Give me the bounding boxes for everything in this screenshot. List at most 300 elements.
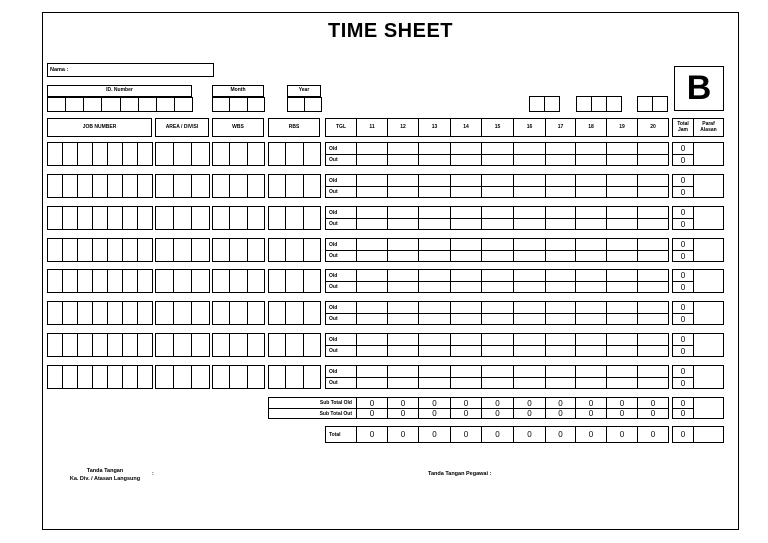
- rbs-cell[interactable]: [285, 142, 303, 166]
- day-out-cell[interactable]: [418, 281, 451, 293]
- wbs-cell[interactable]: [247, 301, 265, 325]
- row-in-label: Old: [325, 142, 357, 155]
- area-cell[interactable]: [191, 269, 210, 293]
- job-number-cell[interactable]: [137, 142, 153, 166]
- area-cell[interactable]: [173, 333, 192, 357]
- day-out-cell[interactable]: [450, 154, 482, 166]
- paraf-cell[interactable]: [693, 174, 724, 198]
- rbs-cell[interactable]: [303, 365, 321, 389]
- name-field[interactable]: [47, 63, 214, 77]
- day-out-cell[interactable]: [450, 377, 482, 389]
- day-out-cell[interactable]: [513, 186, 546, 198]
- day-out-cell[interactable]: [418, 313, 451, 325]
- area-cell[interactable]: [155, 365, 174, 389]
- job-number-cell[interactable]: [122, 206, 138, 230]
- job-number-cell[interactable]: [62, 238, 78, 262]
- job-number-cell[interactable]: [137, 269, 153, 293]
- wbs-cell[interactable]: [212, 301, 230, 325]
- job-number-cell[interactable]: [62, 333, 78, 357]
- month-cell[interactable]: [229, 97, 247, 112]
- day-out-cell[interactable]: [637, 250, 669, 262]
- day-out-cell[interactable]: [356, 154, 388, 166]
- subtotal-out-value: 0: [575, 408, 607, 419]
- signature-supervisor-line2: Ka. Div. / Atasan Langsung: [69, 475, 141, 482]
- wbs-cell[interactable]: [229, 269, 247, 293]
- paraf-cell[interactable]: [693, 142, 724, 166]
- job-number-cell[interactable]: [77, 206, 93, 230]
- job-number-cell[interactable]: [47, 174, 63, 198]
- area-cell[interactable]: [155, 206, 174, 230]
- col-day-18: 18: [575, 118, 607, 137]
- col-day-11: 11: [356, 118, 388, 137]
- day-out-cell[interactable]: [418, 345, 451, 357]
- day-out-cell[interactable]: [606, 281, 638, 293]
- day-out-cell[interactable]: [545, 218, 576, 230]
- job-number-cell[interactable]: [92, 333, 108, 357]
- job-number-cell[interactable]: [107, 142, 123, 166]
- day-out-cell[interactable]: [481, 281, 514, 293]
- area-cell[interactable]: [191, 333, 210, 357]
- day-out-cell[interactable]: [513, 345, 546, 357]
- subtotal-out-value: 0: [637, 408, 669, 419]
- page-title: TIME SHEET: [327, 20, 453, 42]
- total-value: 0: [575, 426, 607, 443]
- day-out-cell[interactable]: [637, 313, 669, 325]
- job-number-cell[interactable]: [77, 269, 93, 293]
- day-out-cell[interactable]: [513, 377, 546, 389]
- rbs-cell[interactable]: [268, 174, 286, 198]
- total-value: 0: [418, 426, 451, 443]
- paraf-cell[interactable]: [693, 301, 724, 325]
- day-out-cell[interactable]: [575, 345, 607, 357]
- job-number-cell[interactable]: [107, 238, 123, 262]
- signature-supervisor: [50, 468, 160, 483]
- area-cell[interactable]: [173, 174, 192, 198]
- day-out-cell[interactable]: [387, 281, 419, 293]
- job-number-cell[interactable]: [92, 174, 108, 198]
- job-number-cell[interactable]: [122, 333, 138, 357]
- job-number-cell[interactable]: [62, 365, 78, 389]
- rbs-cell[interactable]: [285, 269, 303, 293]
- job-number-cell[interactable]: [122, 365, 138, 389]
- wbs-cell[interactable]: [229, 174, 247, 198]
- area-cell[interactable]: [173, 365, 192, 389]
- job-number-cell[interactable]: [107, 333, 123, 357]
- day-out-cell[interactable]: [481, 345, 514, 357]
- col-day-16: 16: [513, 118, 546, 137]
- day-out-cell[interactable]: [418, 186, 451, 198]
- job-number-cell[interactable]: [77, 174, 93, 198]
- subtotal-in-value: 0: [481, 397, 514, 409]
- job-number-cell[interactable]: [137, 206, 153, 230]
- area-cell[interactable]: [155, 333, 174, 357]
- job-number-cell[interactable]: [47, 333, 63, 357]
- row-total-out: 0: [672, 345, 694, 357]
- job-number-cell[interactable]: [47, 301, 63, 325]
- subtotal-in-value: 0: [418, 397, 451, 409]
- date-box[interactable]: [591, 96, 607, 112]
- wbs-cell[interactable]: [212, 269, 230, 293]
- subtotal-in-value: 0: [606, 397, 638, 409]
- date-box[interactable]: [529, 96, 545, 112]
- day-out-cell[interactable]: [513, 313, 546, 325]
- area-cell[interactable]: [173, 269, 192, 293]
- job-number-cell[interactable]: [77, 301, 93, 325]
- day-out-cell[interactable]: [545, 377, 576, 389]
- day-out-cell[interactable]: [575, 377, 607, 389]
- day-out-cell[interactable]: [481, 250, 514, 262]
- area-cell[interactable]: [155, 142, 174, 166]
- rbs-cell[interactable]: [268, 301, 286, 325]
- date-box[interactable]: [576, 96, 592, 112]
- row-in-label: Old: [325, 333, 357, 346]
- date-box[interactable]: [637, 96, 653, 112]
- wbs-cell[interactable]: [229, 333, 247, 357]
- rbs-cell[interactable]: [303, 142, 321, 166]
- wbs-cell[interactable]: [247, 333, 265, 357]
- day-out-cell[interactable]: [418, 154, 451, 166]
- job-number-cell[interactable]: [47, 365, 63, 389]
- job-number-cell[interactable]: [122, 301, 138, 325]
- day-out-cell[interactable]: [450, 345, 482, 357]
- id-number-cell[interactable]: [101, 97, 120, 112]
- wbs-cell[interactable]: [247, 238, 265, 262]
- wbs-cell[interactable]: [247, 206, 265, 230]
- rbs-cell[interactable]: [303, 269, 321, 293]
- job-number-cell[interactable]: [137, 301, 153, 325]
- wbs-cell[interactable]: [229, 206, 247, 230]
- rbs-cell[interactable]: [268, 269, 286, 293]
- area-cell[interactable]: [155, 301, 174, 325]
- subtotal-paraf: [693, 397, 724, 419]
- wbs-cell[interactable]: [247, 174, 265, 198]
- job-number-cell[interactable]: [47, 238, 63, 262]
- total-value: 0: [545, 426, 576, 443]
- row-total-in: 0: [672, 206, 694, 219]
- day-out-cell[interactable]: [481, 154, 514, 166]
- paraf-cell[interactable]: [693, 206, 724, 230]
- day-out-cell[interactable]: [606, 250, 638, 262]
- day-out-cell[interactable]: [606, 313, 638, 325]
- rbs-cell[interactable]: [303, 238, 321, 262]
- day-out-cell[interactable]: [481, 377, 514, 389]
- col-day-17: 17: [545, 118, 576, 137]
- row-total-out: 0: [672, 250, 694, 262]
- day-out-cell[interactable]: [575, 313, 607, 325]
- job-number-cell[interactable]: [77, 238, 93, 262]
- subtotal-in-label: Sub Total Old: [268, 397, 357, 409]
- id-number-cell[interactable]: [83, 97, 102, 112]
- wbs-cell[interactable]: [229, 142, 247, 166]
- col-wbs: WBS: [212, 118, 264, 137]
- day-out-cell[interactable]: [575, 154, 607, 166]
- subtotal-out-label: Sub Total Out: [268, 408, 357, 419]
- area-cell[interactable]: [191, 174, 210, 198]
- year-cell[interactable]: [287, 97, 305, 112]
- row-total-in: 0: [672, 174, 694, 187]
- day-out-cell[interactable]: [387, 154, 419, 166]
- day-out-cell[interactable]: [637, 218, 669, 230]
- rbs-cell[interactable]: [268, 238, 286, 262]
- wbs-cell[interactable]: [247, 365, 265, 389]
- row-in-label: Old: [325, 206, 357, 219]
- job-number-cell[interactable]: [107, 365, 123, 389]
- rbs-cell[interactable]: [285, 206, 303, 230]
- day-out-cell[interactable]: [387, 313, 419, 325]
- job-number-cell[interactable]: [122, 174, 138, 198]
- id-number-cell[interactable]: [47, 97, 66, 112]
- row-total-in: 0: [672, 301, 694, 314]
- wbs-cell[interactable]: [212, 365, 230, 389]
- day-out-cell[interactable]: [450, 281, 482, 293]
- job-number-cell[interactable]: [92, 301, 108, 325]
- day-out-cell[interactable]: [575, 250, 607, 262]
- id-number-cell[interactable]: [120, 97, 139, 112]
- rbs-cell[interactable]: [268, 365, 286, 389]
- name-label: Nama :: [50, 67, 69, 73]
- day-out-cell[interactable]: [356, 281, 388, 293]
- rbs-cell[interactable]: [285, 174, 303, 198]
- rbs-cell[interactable]: [303, 206, 321, 230]
- col-day-14: 14: [450, 118, 482, 137]
- row-out-label: Out: [325, 186, 357, 198]
- job-number-cell[interactable]: [92, 206, 108, 230]
- rbs-cell[interactable]: [303, 301, 321, 325]
- row-total-in: 0: [672, 333, 694, 346]
- day-out-cell[interactable]: [513, 218, 546, 230]
- job-number-cell[interactable]: [77, 142, 93, 166]
- job-number-cell[interactable]: [92, 269, 108, 293]
- rbs-cell[interactable]: [303, 333, 321, 357]
- job-number-cell[interactable]: [62, 142, 78, 166]
- wbs-cell[interactable]: [212, 206, 230, 230]
- day-out-cell[interactable]: [606, 154, 638, 166]
- day-out-cell[interactable]: [418, 377, 451, 389]
- wbs-cell[interactable]: [212, 174, 230, 198]
- area-cell[interactable]: [191, 238, 210, 262]
- total-paraf: [693, 426, 724, 443]
- paraf-cell[interactable]: [693, 238, 724, 262]
- total-value: 0: [356, 426, 388, 443]
- job-number-cell[interactable]: [92, 238, 108, 262]
- day-out-cell[interactable]: [356, 345, 388, 357]
- day-out-cell[interactable]: [450, 218, 482, 230]
- subtotal-out-value: 0: [418, 408, 451, 419]
- version-letter: B: [674, 66, 724, 111]
- day-out-cell[interactable]: [545, 281, 576, 293]
- wbs-cell[interactable]: [247, 142, 265, 166]
- subtotal-in-value: 0: [575, 397, 607, 409]
- rbs-cell[interactable]: [285, 238, 303, 262]
- job-number-cell[interactable]: [122, 142, 138, 166]
- day-out-cell[interactable]: [637, 377, 669, 389]
- col-tgl: TGL: [325, 118, 357, 137]
- job-number-cell[interactable]: [77, 365, 93, 389]
- day-out-cell[interactable]: [418, 218, 451, 230]
- date-box[interactable]: [652, 96, 668, 112]
- area-cell[interactable]: [191, 206, 210, 230]
- day-out-cell[interactable]: [637, 345, 669, 357]
- signature-supervisor-line1: Tanda Tangan: [86, 468, 124, 474]
- day-out-cell[interactable]: [545, 250, 576, 262]
- row-total-out: 0: [672, 218, 694, 230]
- area-cell[interactable]: [155, 269, 174, 293]
- job-number-cell[interactable]: [62, 301, 78, 325]
- day-out-cell[interactable]: [356, 218, 388, 230]
- subtotal-out-value: 0: [356, 408, 388, 419]
- subtotal-out-value: 0: [450, 408, 482, 419]
- signature-employee: Tanda Tangan Pegawai :: [428, 471, 492, 477]
- day-out-cell[interactable]: [481, 218, 514, 230]
- day-out-cell[interactable]: [575, 186, 607, 198]
- day-out-cell[interactable]: [637, 186, 669, 198]
- subtotal-out-value: 0: [545, 408, 576, 419]
- day-out-cell[interactable]: [513, 154, 546, 166]
- day-out-cell[interactable]: [513, 250, 546, 262]
- job-number-cell[interactable]: [62, 206, 78, 230]
- row-out-label: Out: [325, 377, 357, 389]
- job-number-cell[interactable]: [107, 269, 123, 293]
- job-number-cell[interactable]: [47, 206, 63, 230]
- rbs-cell[interactable]: [285, 301, 303, 325]
- day-out-cell[interactable]: [450, 186, 482, 198]
- day-out-cell[interactable]: [387, 377, 419, 389]
- day-out-cell[interactable]: [545, 186, 576, 198]
- year-cell[interactable]: [304, 97, 322, 112]
- wbs-cell[interactable]: [212, 238, 230, 262]
- day-out-cell[interactable]: [450, 313, 482, 325]
- row-total-in: 0: [672, 269, 694, 282]
- col-area: AREA / DIVISI: [155, 118, 209, 137]
- wbs-cell[interactable]: [229, 238, 247, 262]
- date-box[interactable]: [606, 96, 622, 112]
- day-out-cell[interactable]: [606, 218, 638, 230]
- day-out-cell[interactable]: [545, 313, 576, 325]
- job-number-cell[interactable]: [92, 142, 108, 166]
- job-number-cell[interactable]: [137, 174, 153, 198]
- rbs-cell[interactable]: [268, 206, 286, 230]
- rbs-cell[interactable]: [268, 142, 286, 166]
- id-number-cell[interactable]: [138, 97, 157, 112]
- row-total-out: 0: [672, 154, 694, 166]
- rbs-cell[interactable]: [285, 365, 303, 389]
- day-out-cell[interactable]: [545, 154, 576, 166]
- total-value: 0: [606, 426, 638, 443]
- col-day-19: 19: [606, 118, 638, 137]
- area-cell[interactable]: [155, 238, 174, 262]
- job-number-cell[interactable]: [122, 238, 138, 262]
- paraf-cell[interactable]: [693, 269, 724, 293]
- subtotal-out-value: 0: [387, 408, 419, 419]
- id-number-cell[interactable]: [174, 97, 193, 112]
- job-number-cell[interactable]: [62, 174, 78, 198]
- day-out-cell[interactable]: [606, 186, 638, 198]
- total-value: 0: [513, 426, 546, 443]
- day-out-cell[interactable]: [450, 250, 482, 262]
- date-box[interactable]: [544, 96, 560, 112]
- area-cell[interactable]: [191, 365, 210, 389]
- job-number-cell[interactable]: [107, 206, 123, 230]
- area-cell[interactable]: [173, 142, 192, 166]
- area-cell[interactable]: [173, 238, 192, 262]
- area-cell[interactable]: [173, 206, 192, 230]
- wbs-cell[interactable]: [212, 333, 230, 357]
- col-day-12: 12: [387, 118, 419, 137]
- day-out-cell[interactable]: [575, 218, 607, 230]
- row-out-label: Out: [325, 313, 357, 325]
- wbs-cell[interactable]: [229, 301, 247, 325]
- day-out-cell[interactable]: [387, 186, 419, 198]
- job-number-cell[interactable]: [47, 142, 63, 166]
- day-out-cell[interactable]: [513, 281, 546, 293]
- rbs-cell[interactable]: [285, 333, 303, 357]
- job-number-cell[interactable]: [47, 269, 63, 293]
- day-out-cell[interactable]: [575, 281, 607, 293]
- area-cell[interactable]: [173, 301, 192, 325]
- row-out-label: Out: [325, 218, 357, 230]
- month-cell[interactable]: [212, 97, 230, 112]
- paraf-cell[interactable]: [693, 333, 724, 357]
- day-out-cell[interactable]: [637, 154, 669, 166]
- day-out-cell[interactable]: [387, 345, 419, 357]
- subtotal-out-value: 0: [513, 408, 546, 419]
- id-number-label: ID. Number: [47, 85, 192, 97]
- wbs-cell[interactable]: [229, 365, 247, 389]
- day-out-cell[interactable]: [606, 377, 638, 389]
- month-cell[interactable]: [247, 97, 265, 112]
- day-out-cell[interactable]: [481, 313, 514, 325]
- day-out-cell[interactable]: [418, 250, 451, 262]
- day-out-cell[interactable]: [481, 186, 514, 198]
- total-value: 0: [481, 426, 514, 443]
- rbs-cell[interactable]: [268, 333, 286, 357]
- job-number-cell[interactable]: [137, 333, 153, 357]
- day-out-cell[interactable]: [387, 250, 419, 262]
- job-number-cell[interactable]: [62, 269, 78, 293]
- row-total-in: 0: [672, 365, 694, 378]
- col-job-number: JOB NUMBER: [47, 118, 152, 137]
- wbs-cell[interactable]: [212, 142, 230, 166]
- row-total-out: 0: [672, 281, 694, 293]
- job-number-cell[interactable]: [137, 365, 153, 389]
- id-number-cell[interactable]: [156, 97, 175, 112]
- job-number-cell[interactable]: [137, 238, 153, 262]
- job-number-cell[interactable]: [122, 269, 138, 293]
- day-out-cell[interactable]: [356, 186, 388, 198]
- job-number-cell[interactable]: [77, 333, 93, 357]
- day-out-cell[interactable]: [387, 218, 419, 230]
- paraf-cell[interactable]: [693, 365, 724, 389]
- wbs-cell[interactable]: [247, 269, 265, 293]
- day-out-cell[interactable]: [356, 250, 388, 262]
- id-number-cell[interactable]: [65, 97, 84, 112]
- rbs-cell[interactable]: [303, 174, 321, 198]
- day-out-cell[interactable]: [545, 345, 576, 357]
- day-out-cell[interactable]: [606, 345, 638, 357]
- year-label: Year: [287, 85, 321, 97]
- area-cell[interactable]: [155, 174, 174, 198]
- day-out-cell[interactable]: [637, 281, 669, 293]
- area-cell[interactable]: [191, 142, 210, 166]
- job-number-cell[interactable]: [92, 365, 108, 389]
- day-out-cell[interactable]: [356, 377, 388, 389]
- area-cell[interactable]: [191, 301, 210, 325]
- grand-total: 0: [672, 426, 694, 443]
- col-day-20: 20: [637, 118, 669, 137]
- day-out-cell[interactable]: [356, 313, 388, 325]
- job-number-cell[interactable]: [107, 174, 123, 198]
- job-number-cell[interactable]: [107, 301, 123, 325]
